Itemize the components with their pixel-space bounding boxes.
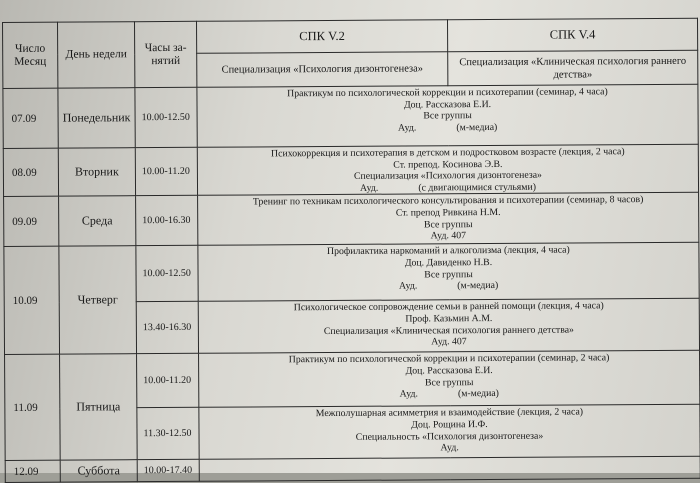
course-title: Практикум по психологической коррекции и психотерапии (семинар, 2 часа) [288, 352, 610, 366]
row-day: Четверг [59, 246, 137, 354]
row-date: 12.09 [5, 461, 60, 483]
row-day: Суббота [60, 460, 137, 482]
groups: Все группы [423, 218, 473, 230]
teacher: Ст. препод. Косинова Э.В. [393, 158, 503, 171]
auditorium: Ауд. 407 [430, 230, 467, 242]
class-cell [199, 457, 700, 482]
groups: Специальность «Психология дизонтогенеза» [355, 430, 544, 443]
class-cell [197, 144, 698, 195]
row-day: Понедельник [58, 88, 135, 148]
header-group-1: СПК V.2 [196, 20, 447, 54]
header-spec-2: Специализация «Клиническая психология раннего детства» [448, 50, 698, 86]
course-title: Практикум по психологической коррекции и психотерапии (семинар, 4 часа) [287, 86, 608, 100]
teacher: Доц. Давиденко Н.В. [404, 256, 493, 269]
teacher: Ст. препод Ривкина Н.М. [395, 206, 501, 219]
schedule-table [2, 18, 700, 483]
header-day: День недели [58, 22, 135, 88]
class-cell [198, 193, 699, 246]
row-day: Среда [59, 196, 136, 246]
row-date: 09.09 [4, 197, 59, 247]
auditorium: Ауд. [440, 442, 459, 454]
row-date: 08.09 [3, 148, 58, 197]
row-day: Вторник [58, 148, 135, 197]
groups: Все группы [423, 110, 472, 122]
row-date: 10.09 [4, 247, 60, 355]
class-cell [199, 405, 700, 460]
class-cell [199, 351, 700, 408]
groups: Все группы [424, 376, 474, 388]
header-hours: Часы за-нятий [135, 21, 197, 87]
groups: Специализация «Психология дизонтогенеза» [353, 169, 542, 183]
course-title: Психокоррекция и психотерапия в детском и подростковом возрасте (лекция, 2 часа) [271, 146, 625, 160]
row-time: 10.00-12.50 [135, 87, 197, 147]
row-time: 10.00-11.20 [135, 147, 197, 196]
course-title: Профилактика наркоманий и алкоголизма (лекция, 4 часа) [327, 244, 570, 258]
course-title: Межполушарная асимметрия и взаимодействие (лекция, 2 часа) [315, 406, 584, 420]
teacher: Доц. Рассказова Е.И. [405, 364, 493, 377]
teacher: Доц. Рассказова Е.И. [403, 98, 492, 111]
row-date: 07.09 [3, 88, 58, 148]
class-cell [198, 243, 699, 302]
auditorium: Ауд. (с двигающимися стульями) [359, 181, 537, 194]
auditorium: Ауд. (м-медиа) [399, 388, 499, 400]
auditorium: Ауд. (м-медиа) [397, 121, 498, 134]
course-title: Тренинг по техникам психологического консультирования и психотерапии (семинар, 8 часов) [252, 194, 644, 208]
teacher: Доц. Рощина И.Ф. [411, 419, 488, 431]
teacher: Проф. Казьмин А.М. [405, 312, 493, 325]
course-title: Психологическое сопровождение семьи в ранней помощи (лекция, 4 часа) [293, 300, 604, 314]
header-spec-1: Специализация «Психология дизонтогенеза» [197, 52, 448, 88]
auditorium: Ауд. 407 [431, 336, 467, 348]
row-time: 10.00-17.40 [137, 460, 199, 482]
row-time: 10.00-11.20 [137, 354, 199, 408]
row-time: 11.30-12.50 [137, 408, 199, 460]
row-time: 10.00-12.50 [136, 246, 198, 302]
row-time: 13.40-16.30 [136, 302, 198, 354]
row-date: 11.09 [5, 355, 61, 461]
groups: Специализация «Клиническая психология раннего детства» [323, 324, 574, 337]
row-day: Пятница [60, 354, 138, 460]
header-group-2: СПК V.4 [447, 18, 697, 52]
header-date: Число Месяц [3, 22, 58, 88]
groups: Все группы [424, 268, 473, 280]
class-cell [197, 84, 698, 147]
row-time: 10.00-16.30 [136, 196, 198, 246]
auditorium: Ауд. (м-медиа) [398, 280, 499, 292]
class-cell [198, 299, 699, 354]
